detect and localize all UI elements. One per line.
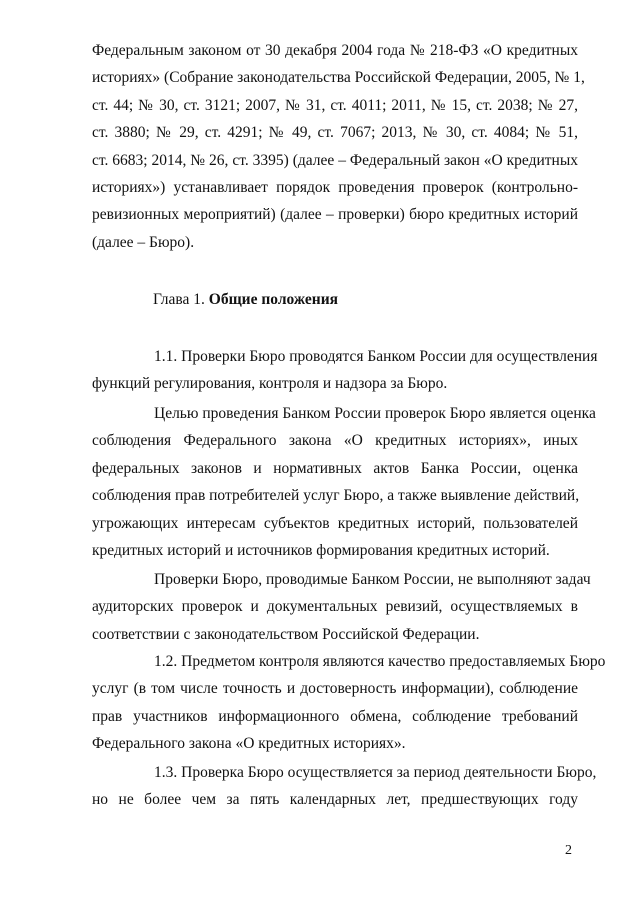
paragraph-1-3 [92, 759, 597, 814]
paragraph-1-2 [92, 648, 606, 758]
text-line: угрожающих интересам субъектов кредитных историй, пользователей [92, 514, 578, 532]
text-line: кредитных историй и источников формирования кредитных историй. [92, 541, 550, 559]
text-line: соблюдения прав потребителей услуг Бюро, а также выявление действий, [92, 487, 580, 505]
text-line: Федерального закона «О кредитных историях». [92, 735, 406, 753]
page-number: 2 [565, 843, 572, 858]
chapter-title: Общие положения [208, 291, 339, 308]
text-line: Проверки Бюро, проводимые Банком России, не выполняют задач [154, 571, 591, 588]
text-line: федеральных законов и нормативных актов Банка России, оценка [92, 459, 578, 477]
text-line: 1.1. Проверки Бюро проводятся Банком России для осуществления [154, 348, 598, 365]
chapter-prefix: Глава 1. [153, 291, 205, 308]
text-line: Федеральным законом от 30 декабря 2004 года № 218-ФЗ «О кредитных [92, 42, 578, 59]
paragraph-goal [92, 400, 596, 564]
text-line: историях» (Собрание законодательства Российской Федерации, 2005, № 1, [92, 69, 585, 87]
text-line: ст. 6683; 2014, № 26, ст. 3395) (далее – Федеральный закон «О кредитных [92, 151, 578, 169]
text-line: услуг (в том числе точность и достоверность информации), соблюдение [92, 680, 578, 698]
text-line: прав участников информационного обмена, соблюдение требований [92, 707, 578, 725]
text-line: историях») устанавливает порядок проведения проверок (контрольно- [92, 178, 578, 196]
text-line: ст. 44; № 30, ст. 3121; 2007, № 31, ст. 4011; 2011, № 15, ст. 2038; № 27, [92, 96, 578, 114]
text-line: 1.3. Проверка Бюро осуществляется за период деятельности Бюро, [154, 764, 597, 781]
chapter-heading [153, 286, 338, 313]
text-line: функций регулирования, контроля и надзора за Бюро. [92, 375, 448, 393]
text-line: аудиторских проверок и документальных ревизий, осуществляемых в [92, 598, 578, 616]
text-line: ревизионных мероприятий) (далее – проверки) бюро кредитных историй [92, 206, 578, 224]
text-line: 1.2. Предметом контроля являются качество предоставляемых Бюро [154, 653, 606, 670]
intro-paragraph [92, 37, 585, 256]
text-line: Целью проведения Банком России проверок Бюро является оценка [154, 405, 596, 422]
paragraph-1-1 [92, 343, 598, 398]
text-line: (далее – Бюро). [92, 233, 195, 251]
text-line: соответствии с законодательством Российской Федерации. [92, 625, 480, 643]
text-line: соблюдения Федерального закона «О кредитных историях», иных [92, 432, 578, 450]
text-line: ст. 3880; № 29, ст. 4291; № 49, ст. 7067; 2013, № 30, ст. 4084; № 51, [92, 124, 578, 142]
text-line: но не более чем за пять календарных лет, предшествующих году [92, 791, 578, 809]
paragraph-audit [92, 566, 591, 648]
